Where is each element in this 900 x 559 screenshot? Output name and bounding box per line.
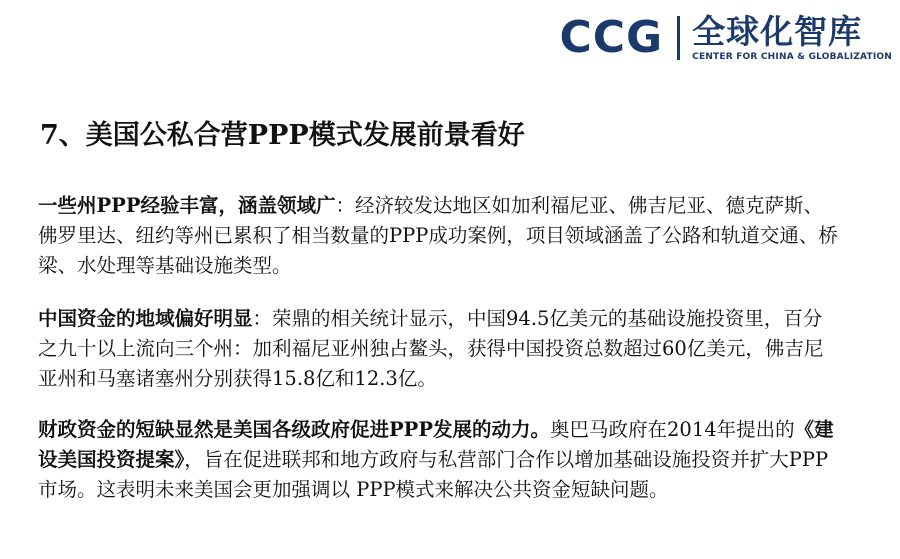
ccg-logo	[559, 10, 892, 66]
paragraph-fiscal-shortage	[38, 415, 838, 505]
paragraph-heading: 中国资金的地域偏好明显	[38, 307, 253, 330]
proposal-name: 《建设美国投资提案》	[38, 418, 834, 471]
paragraph-body: ：经济较发达地区如加利福尼亚、佛吉尼亚、德克萨斯、佛罗里达、纽约等州已累积了相当数量的PPP成功案例，项目领域涵盖了公路和轨道交通、桥梁、水处理等基础设施类型。	[38, 194, 838, 277]
logo-abbr: CCG	[559, 12, 664, 63]
paragraph-state-experience	[38, 191, 838, 281]
paragraph-body: 奥巴马政府在2014年提出的	[550, 418, 795, 441]
paragraph-chinese-capital	[38, 304, 838, 394]
logo-en-name: CENTER FOR CHINA & GLOBALIZATION	[692, 51, 892, 62]
page-title: 7、美国公私合营PPP模式发展前景看好	[40, 120, 525, 151]
paragraph-body-continued: ，旨在促进联邦和地方政府与私营部门合作以增加基础设施投资并扩大PPP市场。这表明未来美国会更加强调以 PPP模式来解决公共资金短缺问题。	[38, 448, 829, 501]
paragraph-heading: 一些州PPP经验丰富，涵盖领域广	[38, 194, 336, 217]
logo-cn-name: 全球化智库	[692, 11, 863, 51]
logo-text-block	[692, 11, 892, 62]
logo-divider	[677, 16, 680, 60]
paragraph-body: ：荣鼎的相关统计显示，中国94.5亿美元的基础设施投资里，百分之九十以上流向三个州：加利福尼亚州独占鳌头，获得中国投资总数超过60亿美元，佛吉尼亚州和马塞诸塞州分别获得15.8亿和12.3亿。	[38, 307, 824, 390]
paragraph-heading: 财政资金的短缺显然是美国各级政府促进PPP发展的动力。	[38, 418, 550, 441]
